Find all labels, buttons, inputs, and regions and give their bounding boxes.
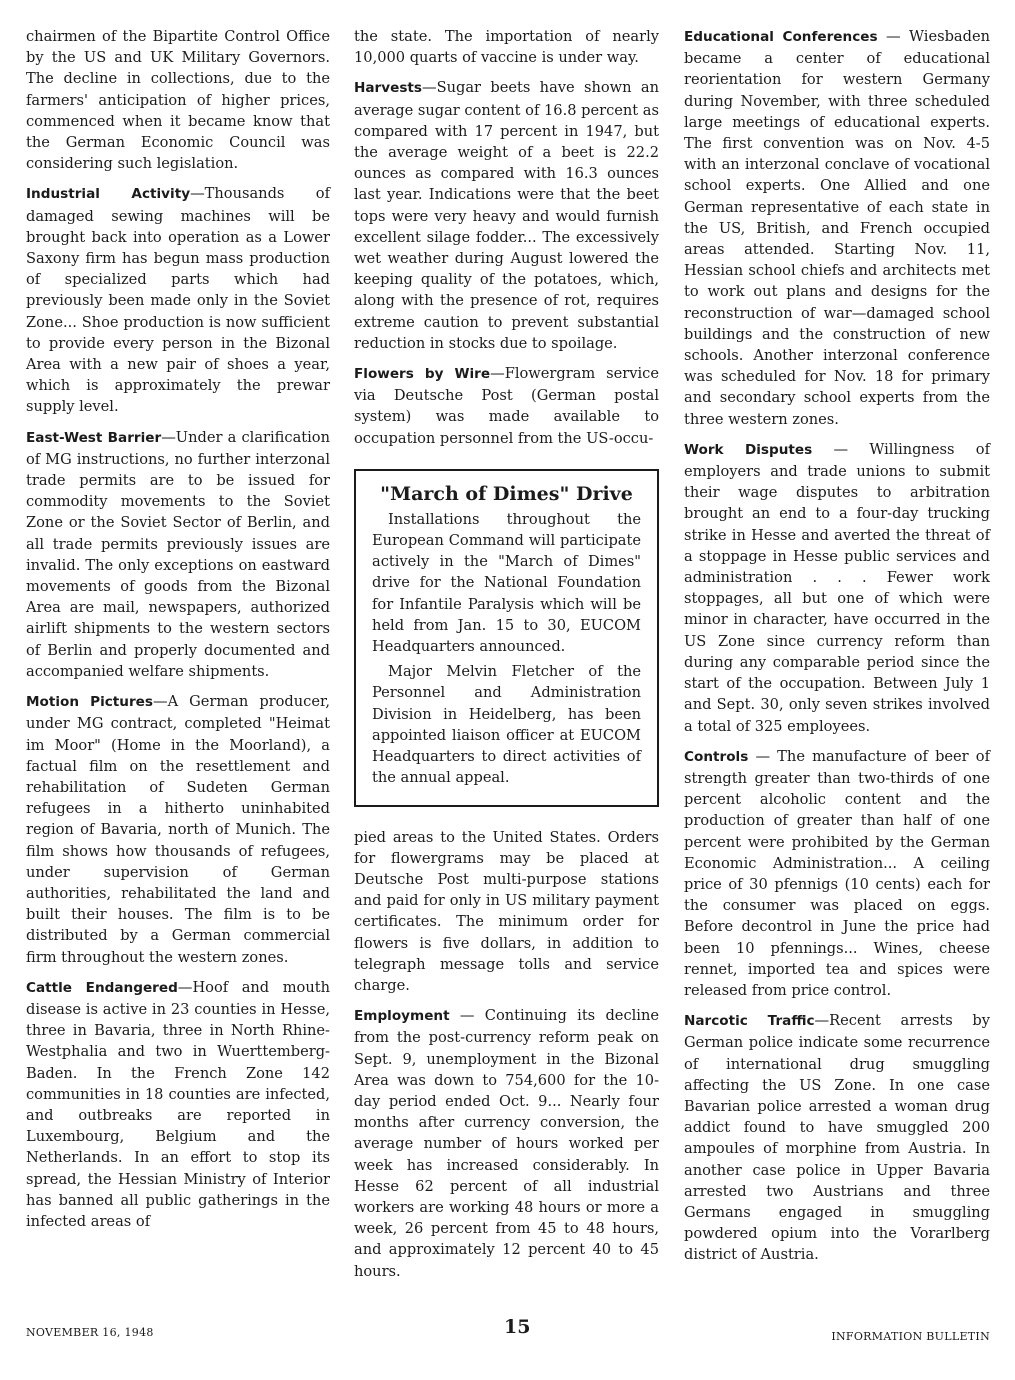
article-industrial-activity — [26, 183, 330, 417]
paragraph-continuation: pied areas to the United States. Orders for flowergrams may be placed at Deutsche Post multi-purpose stations and paid for only in US military payment certificates. The minimum order for flowers is five dollars, in addition to telegraph message tolls and service charge. — [354, 828, 659, 994]
march-of-dimes-box — [354, 469, 659, 807]
article-heading: Flowers by Wire — [354, 366, 491, 383]
footer-date: NOVEMBER 16, 1948 — [26, 1326, 154, 1339]
article-body: —A German producer, under MG contract, completed "Heimat im Moor" (Home in the Moorland), a factual film on the resettlement and rehabilitation of Sudeten German refugees in a hitherto uninhabited region of Bavaria, north of Munich. The film shows how thousands of refugees, under supervision of German authorities, rehabilitated the land and built their houses. The film is to be distributed by a German commercial firm throughout the western zones. — [26, 693, 330, 966]
footer-publication: INFORMATION BULLETIN — [831, 1330, 990, 1343]
article-body: —Recent arrests by German police indicate some recurrence of international drug smuggling affecting the US Zone. In one case Bavarian police arrested a woman drug addict found to have smuggled 200 ampoules of morphine from Austria. In another case police in Upper Bavaria arrested two Austrians and three Germans engaged in smuggling powdered opium into the Vorarlberg district of Austria. — [684, 1012, 990, 1264]
column-middle — [354, 26, 659, 1291]
box-paragraph: Installations throughout the European Command will participate actively in the "March of Dimes" drive for the National Foundation for Infantile Paralysis which will be held from Jan. 15 to 30, EUCOM Headquarters announced. — [372, 510, 641, 656]
article-body: —Thousands of damaged sewing machines will be brought back into operation as a Lower Saxony firm has begun mass production of specialized parts which had previously been made only in the Soviet Zone... Shoe production is now sufficient to provide every person in the Bizonal Area with a new pair of shoes a year, which is approximately the prewar supply level. — [26, 185, 330, 416]
article-employment — [354, 1005, 659, 1282]
article-narcotic-traffic — [684, 1010, 990, 1265]
article-heading: East-West Barrier — [26, 429, 162, 446]
article-motion-pictures — [26, 691, 330, 968]
box-title: "March of Dimes" Drive — [380, 482, 633, 505]
article-cattle-endangered — [26, 977, 330, 1232]
box-paragraph: Major Melvin Fletcher of the Personnel and Administration Division in Heidelberg, has been appointed liaison officer at EUCOM Headquarters to direct activities of the annual appeal. — [372, 663, 641, 787]
article-controls — [684, 746, 990, 1001]
article-flowers-by-wire — [354, 363, 659, 449]
article-heading: Narcotic Traffic — [684, 1013, 815, 1030]
column-right — [684, 26, 990, 1275]
article-body: — Wiesbaden became a center of educational reorientation for western Germany during November, with three scheduled large meetings of educational experts. The first convention was on Nov. 4-5 with an interzonal conclave of vocational school experts. One Allied and one German representative of each state in the US, British, and French occupied areas attended. Starting Nov. 11, Hessian school chiefs and architects met to work out plans and designs for the reconstruction of war—damaged school buildings and the construction of new schools. Another interzonal conference was scheduled for Nov. 18 for primary and secondary school experts from the three western zones. — [684, 28, 990, 428]
article-body: — Continuing its decline from the post-currency reform peak on Sept. 9, unemployment in the Bizonal Area was down to 754,600 for the 10-day period ended Oct. 9... Nearly four months after currency conversion, the average number of hours worked per week has increased considerably. In Hesse 62 percent of all industrial workers are working 48 hours or more a week, 26 percent from 45 to 48 hours, and approximately 12 percent 40 to 45 hours. — [354, 1007, 659, 1280]
article-heading: Educational Conferences — [684, 29, 878, 45]
article-heading: Harvests — [354, 80, 423, 97]
article-heading: Industrial Activity — [26, 186, 191, 203]
page-footer — [26, 1316, 990, 1350]
article-body: —Sugar beets have shown an average sugar content of 16.8 percent as compared with 17 percent in 1947, but the average weight of a beet is 22.2 ounces as compared with 16.3 ounces last year. Indications were that the beet tops were very heavy and would furnish excellent silage fodder... The excessively wet weather during August lowered the keeping quality of the potatoes, which, along with the presence of rot, requires extreme caution to prevent substantial reduction in stocks due to spoilage. — [354, 79, 660, 352]
article-body: — The manufacture of beer of strength greater than two-thirds of one percent alcoholic content and the production of greater than half of one percent were prohibited by the German Economic Administration... A ceiling price of 30 pfennigs (10 cents) each for the consumer was placed on eggs. Before decontrol in June the price had been 10 pfennings... Wines, cheese rennet, imported tea and spices were released from price control. — [684, 747, 990, 999]
article-heading: Motion Pictures — [26, 694, 153, 711]
paragraph-continuation: the state. The importation of nearly 10,000 quarts of vaccine is under way. — [354, 28, 659, 67]
article-harvests — [354, 77, 659, 354]
article-work-disputes — [684, 439, 990, 737]
article-heading: Controls — [684, 748, 749, 765]
article-heading: Work Disputes — [684, 441, 813, 458]
article-heading: Cattle Endangered — [26, 979, 178, 996]
article-east-west-barrier — [26, 427, 330, 682]
page-number: 15 — [504, 1316, 531, 1338]
article-heading: Employment — [354, 1008, 450, 1025]
article-body: —Under a clarification of MG instructions, no further interzonal trade permits are to be issued for commodity movements to the Soviet Zone or the Soviet Sector of Berlin, and all trade permits previously issues are invalid. The only exceptions on eastward movements of goods from the Bizonal Area are mail, newspapers, authorized airlift shipments to the western sectors of Berlin and properly documented and accompanied welfare shipments. — [26, 428, 330, 680]
paragraph-continuation: chairmen of the Bipartite Control Office by the US and UK Military Governors. The decline in collections, due to the farmers' anticipation of higher prices, commenced when it became know that the German Economic Council was considering such legislation. — [26, 28, 330, 173]
article-educational-conferences — [684, 26, 990, 430]
article-body: —Flowergram service via Deutsche Post (German postal system) was made available to occupation personnel from the US-occu- — [354, 365, 659, 447]
article-body: — Willingness of employers and trade unions to submit their wage disputes to arbitration brought an end to a four-day trucking strike in Hesse and averted the threat of a stoppage in Hesse public services and administration . . . Fewer work stoppages, all but one of which were minor in character, have occurred in the US Zone since currency reform than during any comparable period since the start of the occupation. Between July 1 and Sept. 30, only seven strikes involved a total of 325 employees. — [684, 440, 990, 735]
column-left — [26, 26, 330, 1241]
article-body: —Hoof and mouth disease is active in 23 counties in Hesse, three in Bavaria, three in North Rhine-Westphalia and two in Wuerttemberg-Baden. In the French Zone 142 communities in 18 counties are infected, and outbreaks are reported in Luxembourg, Belgium and the Netherlands. In an effort to stop its spread, the Hessian Ministry of Interior has banned all public gatherings in the infected areas of — [26, 978, 330, 1230]
